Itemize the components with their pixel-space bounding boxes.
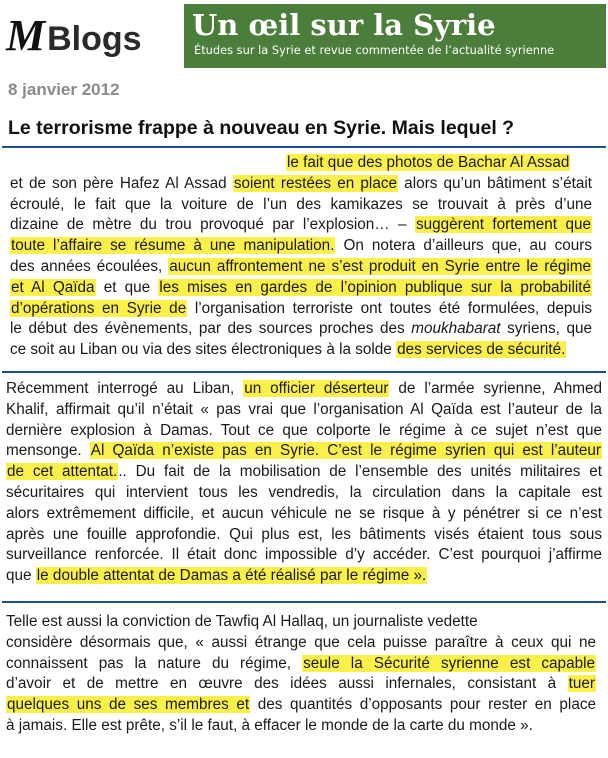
highlight: d’opérations en Syrie de <box>11 299 187 317</box>
blogs-label: Blogs <box>47 20 142 58</box>
highlight: un officier déserteur <box>244 380 389 397</box>
highlight: soient restées en place <box>233 174 397 192</box>
highlight: tuer <box>568 675 595 693</box>
section-divider <box>2 601 606 603</box>
le-monde-logo-icon: M <box>6 11 44 60</box>
highlight: les mises en gardes de l’opinion publique sur la probabilité <box>159 278 592 296</box>
banner-subtitle: Études sur la Syrie et revue commentée de l’actualité syrienne <box>194 43 555 57</box>
highlight: quelques uns de ses membres et <box>7 696 250 714</box>
highlight: le fait que des photos de Bachar Al Assad <box>287 154 570 171</box>
highlight: des services de sécurité. <box>397 341 566 359</box>
highlight: le double attentat de Damas a été réalisé par le régime ». <box>36 567 427 585</box>
highlight: seule la Sécurité syrienne est capable <box>303 654 595 672</box>
section-divider <box>2 146 606 148</box>
blogs-logo[interactable] <box>6 11 142 61</box>
page-header <box>0 0 608 72</box>
section-divider <box>2 371 606 373</box>
banner-title: Un œil sur la Syrie <box>192 8 496 42</box>
article-date: 8 janvier 2012 <box>8 80 120 99</box>
highlight: de cet attentat. <box>7 463 118 481</box>
article-title: Le terrorisme frappe à nouveau en Syrie. Mais lequel ? <box>8 117 515 139</box>
highlight: suggèrent fortement que <box>415 216 591 234</box>
paragraph-2: Récemment interrogé au Liban, un officier déserteur de l’armée syrienne, Ahmed Khalif, affirmait qu’il n’était « pas vrai que l’organisation Al Qaïda est l’auteur de la dernière explosion à Damas. Tout ce que colporte le régime à ce sujet n’est que mensonge. Al Qaïda n’existe pas en Syrie. C’est le régime syrien qui est l’auteur de cet attentat... Du fait de la mobilisation de l’ensemble des unités militaires et sécuritaires qui intervient tous les vendredis, la circulation dans la capitale est alors extrêmement difficile, et aucun véhicule ne se risque à y pénétrer si ce n’est après une fouille approfondie. Qui plus est, les bâtiments visés étaient tous sous surveillance renforcée. Il était donc impossible d’y accéder. C’est pourquoi j’affirme que le double attentat de Damas a été réalisé par le régime ». <box>6 380 603 585</box>
paragraph-1: le fait que des photos de Bachar Al Assad et de son père Hafez Al Assad soient restées en place alors qu’un bâtiment s’était écroulé, le fait que la voiture de l’un des kamikazes se trouvait à près d’une dizaine de mètre du trou provoqué par l’explosion… – suggèrent fortement que toute l’affaire se résume à une manipulation. On notera d’ailleurs que, au cours des années écoulées, aucun affrontement ne s’est produit en Syrie entre le régime et Al Qaïda et que les mises en gardes de l’opinion publique sur la probabilité d’opérations en Syrie de l’organisation terroriste ont toutes été formulées, depuis le début des évènements, par des sources proches des moukhabarat syriens, que ce soit au Liban ou via des sites électroniques à la solde des services de sécurité. <box>10 154 592 359</box>
paragraph-3: Telle est aussi la conviction de Tawfiq Al Hallaq, un journaliste vedette considère désormais que, « aussi étrange que cela puisse paraître à ceux qui ne connaissent pas la nature du régime, seule la Sécurité syrienne est capable d’avoir et de mettre en œuvre des idées aussi infernales, consistant à tuer quelques uns de ses membres et des quantités d’opposants pour rester en place à jamais. Elle est prête, s’il le faut, à effacer le monde de la carte du monde ». <box>6 613 596 734</box>
highlight: toute l’affaire se résume à une manipulation. <box>11 237 335 255</box>
highlight: aucun affrontement ne s’est produit en Syrie entre le régime <box>169 257 591 275</box>
highlight: Al Qaïda n’existe pas en Syrie. C’est le régime syrien qui est l’auteur <box>90 442 602 460</box>
blog-banner[interactable] <box>184 4 606 68</box>
highlight: et Al Qaïda <box>11 278 95 296</box>
